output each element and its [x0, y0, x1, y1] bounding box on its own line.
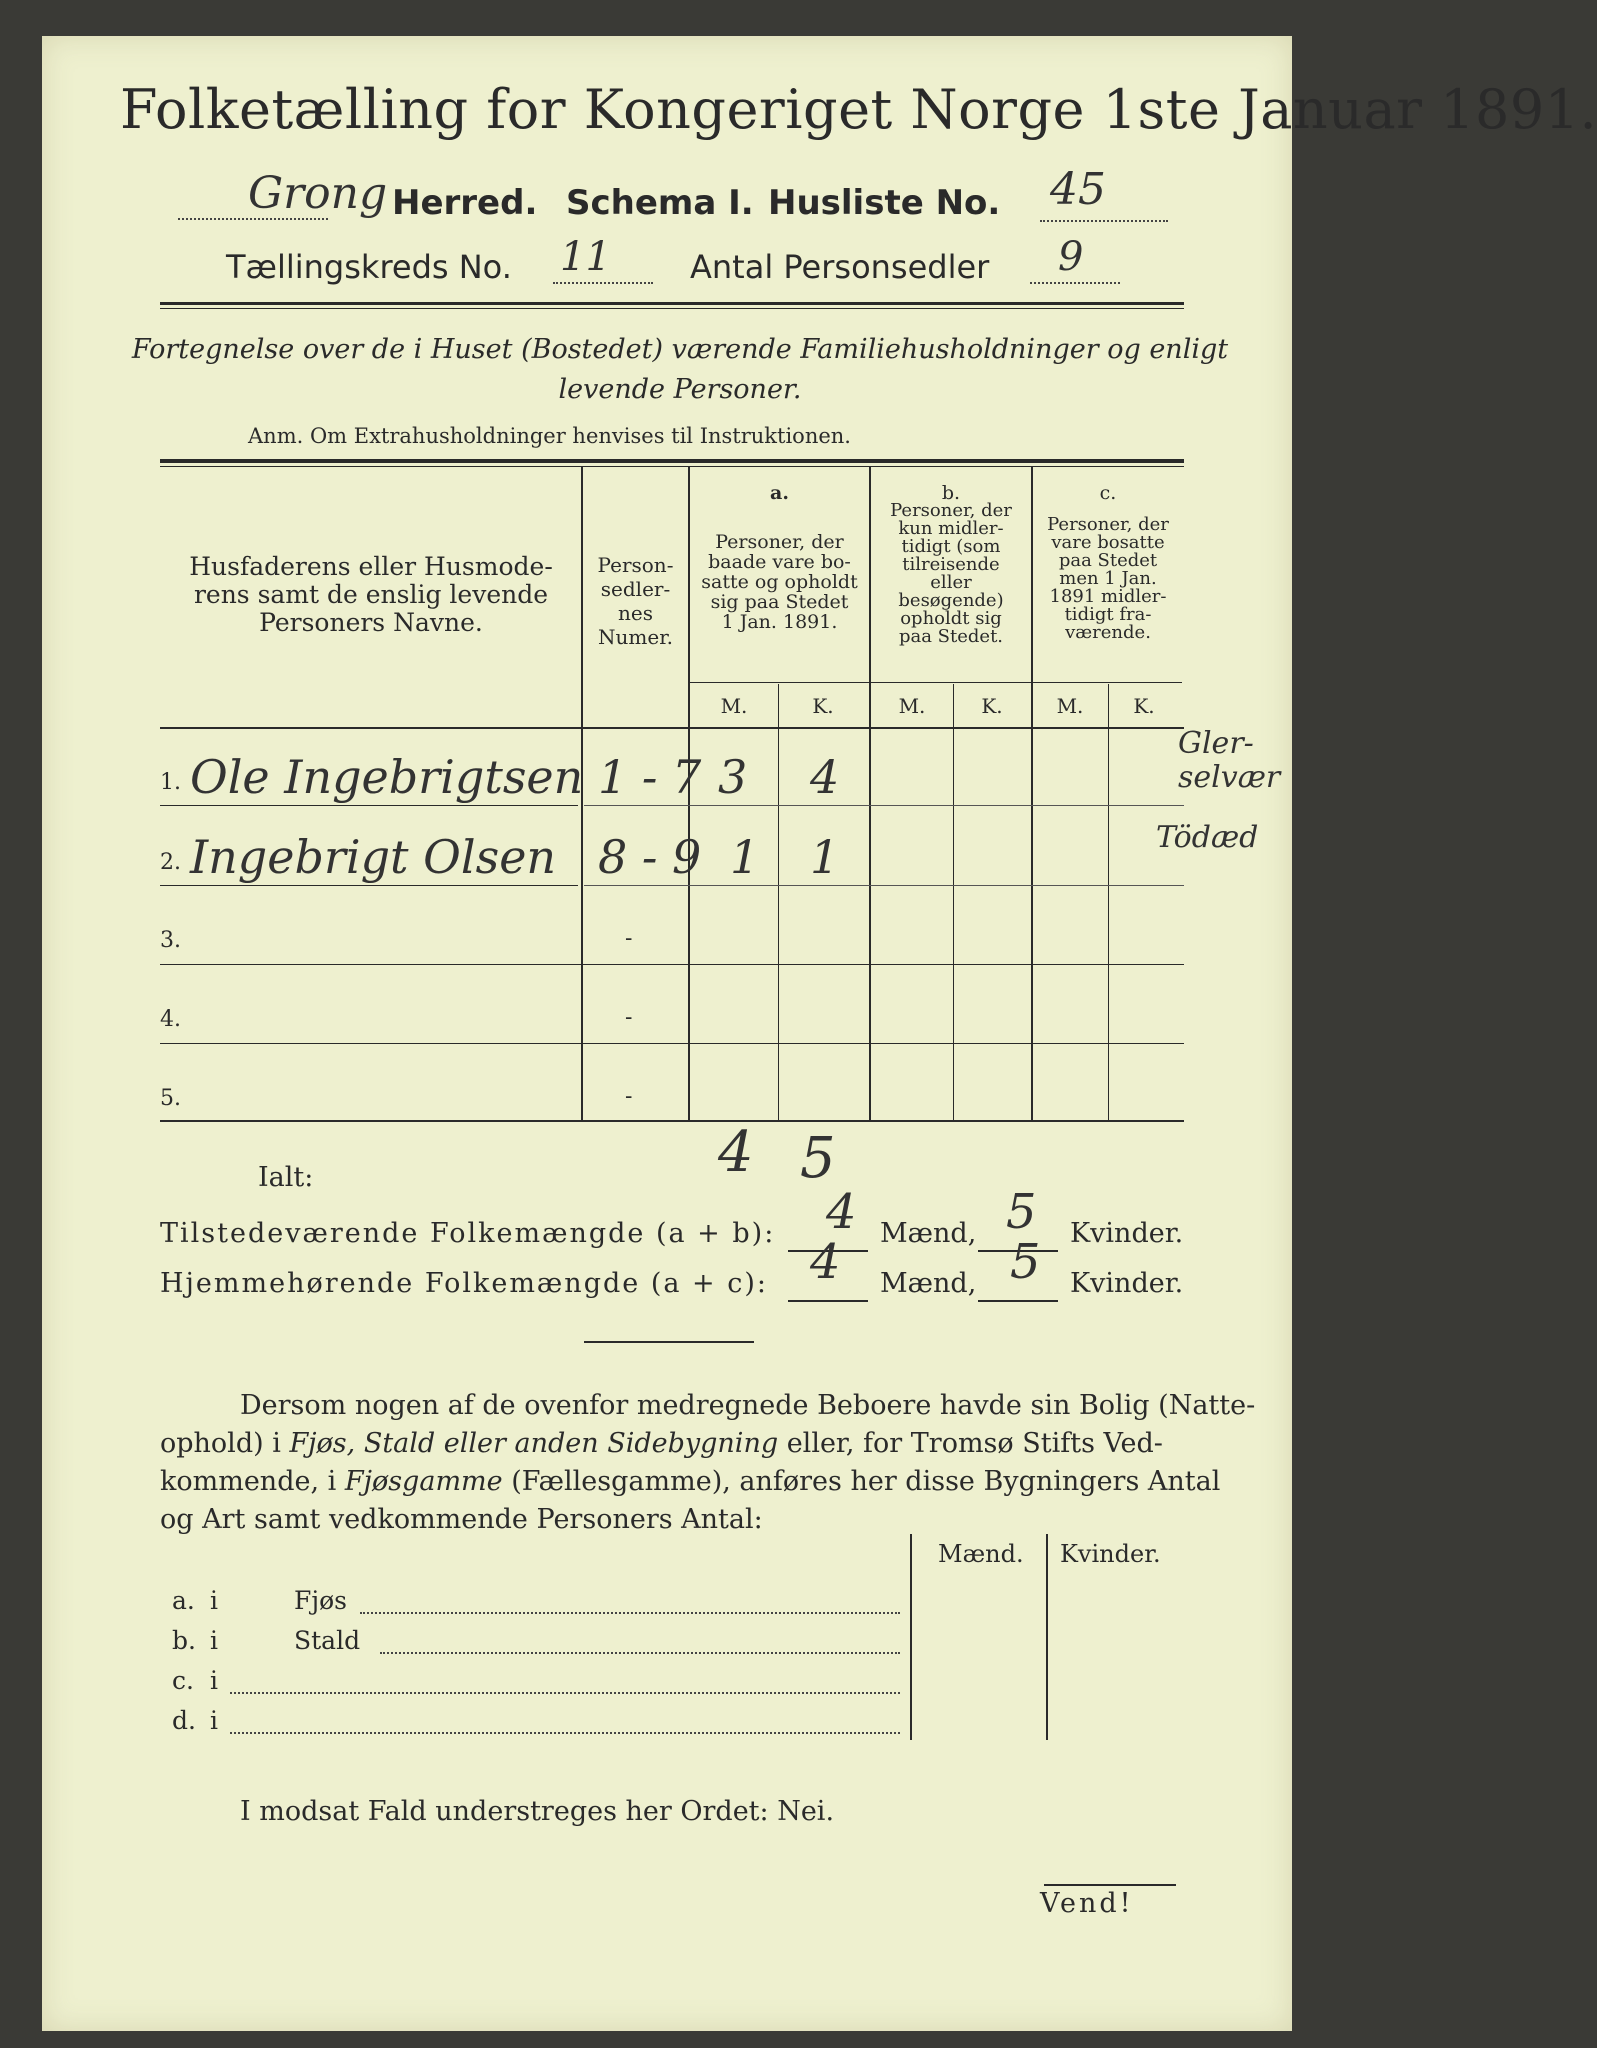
hjemme-maend: Mænd, — [880, 1268, 977, 1299]
row4-num: - — [625, 1005, 633, 1030]
table-rule-top — [160, 459, 1184, 463]
tilst-k: 5 — [1006, 1184, 1037, 1240]
row1-a-m: 3 — [718, 750, 748, 804]
row2-rule-right — [584, 885, 1184, 886]
c-m-label: M. — [1056, 694, 1084, 718]
row1-a-k: 4 — [810, 750, 840, 804]
header-b: Personer, der kun midler- tidigt (som tilreisende eller besøgende) opholdt sig paa Stedet. — [890, 500, 1012, 647]
row2-a-m: 1 — [730, 830, 760, 884]
antal-dotline — [1030, 282, 1120, 284]
paragraph-line4: og Art samt vedkommende Personers Antal: — [160, 1504, 763, 1535]
col-maend: Mænd. — [938, 1540, 1024, 1568]
lower-vline-1 — [910, 1534, 912, 1740]
row4-rule — [160, 1043, 1184, 1044]
tilst-kvinder: Kvinder. — [1070, 1218, 1184, 1249]
row2-number: 2. — [160, 850, 181, 875]
row5-number: 5. — [160, 1086, 181, 1111]
paragraph-line2: ophold) i Fjøs, Stald eller anden Sidebygning eller, for Tromsø Stifts Ved- — [160, 1428, 1163, 1459]
form-title: Folketælling for Kongeriget Norge 1ste Januar 1891. — [120, 78, 1597, 141]
row3-num: - — [625, 926, 633, 951]
mk-rule — [690, 682, 1182, 683]
header-a-letter: a. — [770, 482, 789, 504]
ialt-label: Ialt: — [258, 1162, 314, 1193]
b-m-label: M. — [898, 694, 926, 718]
item-c-i: i — [210, 1666, 218, 1695]
row3-rule — [160, 964, 1184, 965]
separator-rule — [584, 1341, 754, 1343]
item-c-letter: c. — [172, 1666, 194, 1695]
margin-note-3: Tödæd — [1156, 820, 1259, 855]
kreds-number: 11 — [560, 234, 611, 280]
husliste-label: Husliste No. — [768, 183, 1001, 223]
hjemme-k: 5 — [1010, 1234, 1041, 1290]
description-line1: Fortegnelse over de i Huset (Bostedet) værende Familiehusholdninger og enligt — [131, 334, 1229, 365]
husliste-dotline — [1040, 220, 1168, 222]
row1-name: Ole Ingebrigtsen — [190, 750, 584, 804]
description — [120, 330, 1240, 410]
schema-label: Schema I. — [566, 183, 754, 223]
item-a-letter: a. — [172, 1586, 195, 1615]
tilst-maend: Mænd, — [880, 1218, 977, 1249]
c-k-label: K. — [1133, 694, 1155, 718]
nei-instruction: I modsat Fald understreges her Ordet: Nei. — [240, 1796, 835, 1827]
item-d-dotline — [230, 1732, 900, 1734]
husliste-number: 45 — [1050, 164, 1106, 215]
row5-num: - — [625, 1084, 633, 1109]
row3-number: 3. — [160, 928, 181, 953]
vend-label: Vend! — [1040, 1888, 1134, 1919]
item-a-text: Fjøs — [294, 1586, 347, 1615]
header-names: Husfaderens eller Husmode- rens samt de enslig levende Personers Navne. — [189, 552, 553, 637]
description-line2: levende Personer. — [558, 374, 802, 405]
row2-a-k: 1 — [810, 830, 840, 884]
a-m-label: M. — [720, 694, 748, 718]
vline-a-mk — [778, 684, 779, 1121]
vline-c-mk — [1108, 684, 1109, 1121]
vend-rule — [1044, 1884, 1176, 1886]
item-a-dotline — [360, 1612, 900, 1614]
item-d-i: i — [210, 1706, 218, 1735]
hjemmehorende-label: Hjemmehørende Folkemængde (a + c): — [160, 1268, 768, 1299]
item-b-text: Stald — [294, 1626, 361, 1655]
ialt-m: 4 — [718, 1120, 754, 1185]
header-b-letter: b. — [941, 482, 961, 504]
a-k-label: K. — [812, 694, 834, 718]
vline-b-mk — [953, 684, 954, 1121]
hjemme-k-underline — [978, 1300, 1058, 1302]
item-d-letter: d. — [172, 1706, 196, 1735]
b-k-label: K. — [981, 694, 1003, 718]
herred-label: Herred. — [392, 183, 538, 223]
annotation-note: Anm. Om Extrahusholdninger henvises til Instruktionen. — [248, 424, 851, 448]
hjemme-kvinder: Kvinder. — [1070, 1268, 1184, 1299]
paragraph-line3: kommende, i Fjøsgamme (Fællesgamme), anføres her disse Bygningers Antal — [160, 1466, 1221, 1497]
row1-num: 1 - 7 — [598, 750, 702, 804]
item-b-letter: b. — [172, 1626, 196, 1655]
row1-number: 1. — [160, 770, 181, 795]
row4-number: 4. — [160, 1007, 181, 1032]
header-rule-bottom — [160, 308, 1184, 309]
kreds-label: Tællingskreds No. — [226, 248, 512, 286]
margin-note-1: Gler- — [1178, 726, 1254, 761]
item-c-dotline — [230, 1692, 900, 1694]
herred-handwriting: Grong — [248, 168, 388, 219]
tilst-m: 4 — [826, 1184, 857, 1240]
kreds-dotline — [553, 282, 653, 284]
paragraph-line1: Dersom nogen af de ovenfor medregnede Beboere havde sin Bolig (Natte- — [240, 1390, 1256, 1421]
antal-number: 9 — [1058, 234, 1084, 280]
row1-rule — [160, 805, 578, 806]
row2-name: Ingebrigt Olsen — [190, 830, 557, 884]
row2-rule — [160, 885, 578, 886]
col-kvinder: Kvinder. — [1060, 1540, 1161, 1568]
row2-num: 8 - 9 — [598, 830, 702, 884]
hjemme-m: 4 — [810, 1234, 841, 1290]
tilstedevaerende-label: Tilstedeværende Folkemængde (a + b): — [160, 1218, 776, 1249]
header-numbers: Person- sedler- nes Numer. — [597, 553, 674, 649]
ialt-k: 5 — [800, 1126, 836, 1191]
item-b-dotline — [380, 1652, 900, 1654]
header-c: Personer, der vare bosatte paa Stedet men 1 Jan. 1891 midler- tidigt fra- værende. — [1047, 514, 1169, 643]
header-c-letter: c. — [1099, 482, 1117, 504]
item-a-i: i — [210, 1586, 218, 1615]
row1-rule-right — [584, 805, 1184, 806]
hjemme-m-underline — [788, 1300, 868, 1302]
header-a: Personer, der baade vare bo- satte og opholdt sig paa Stedet 1 Jan. 1891. — [701, 531, 858, 633]
antal-label: Antal Personsedler — [690, 248, 990, 286]
margin-note-2: selvær — [1178, 760, 1281, 795]
item-b-i: i — [210, 1626, 218, 1655]
header-rule-top — [160, 302, 1184, 305]
lower-vline-2 — [1046, 1534, 1048, 1740]
